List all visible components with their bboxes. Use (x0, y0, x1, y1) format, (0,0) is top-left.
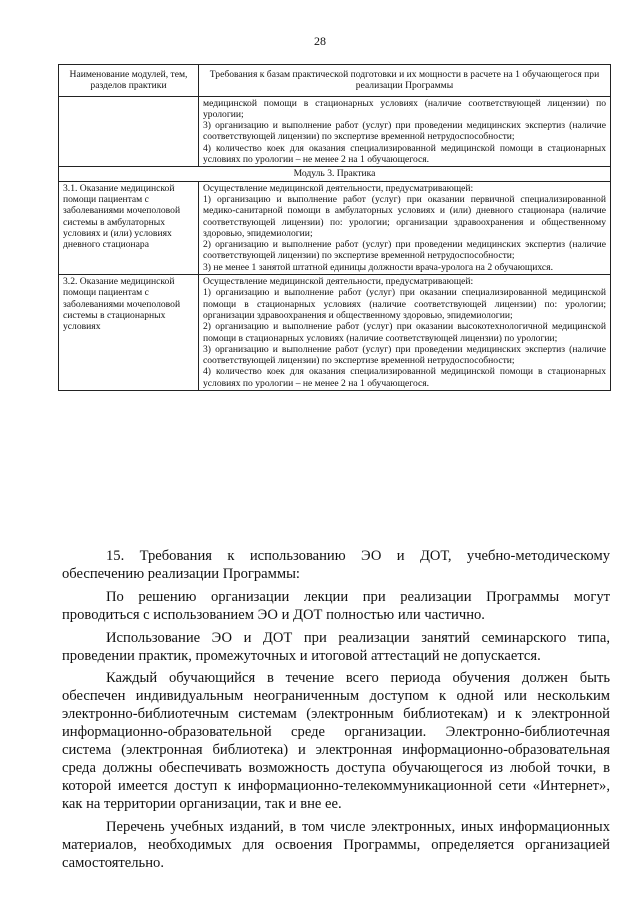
paragraph: 15. Требования к использованию ЭО и ДОТ, учебно-методическому обеспечению реализации Программы: (62, 548, 610, 582)
body-text (62, 548, 610, 872)
table-cell-empty (59, 96, 199, 167)
header-requirements: Требования к базам практической подготовки и их мощности в расчете на 1 обучающегося при реализации Программы (199, 65, 611, 97)
paragraph: Каждый обучающийся в течение всего периода обучения должен быть обеспечен индивидуальным неограниченным доступом к одной или нескольким электронно-библиотечным системам (электронным библиотекам) и к электронной информационно-образовательной среде организации. Электронно-библиотечная система (электронная библиотека) и электронная информационно-образовательная среда должны обеспечивать возможность доступа обучающегося из любой точки, в которой имеется доступ к информационно-телекоммуникационной сети «Интернет», как на территории организации, так и вне ее. (62, 670, 610, 812)
table-row (59, 275, 611, 391)
table-cell-section-name (59, 181, 199, 274)
requirement-line: 1) организацию и выполнение работ (услуг) при оказании специализированной медицинской помощи в стационарных условиях (наличие соответствующей лицензии) по: урологии; организации здравоохранения и общественному здоровью, эпидемиологии; (203, 287, 606, 321)
requirement-line: 3) организацию и выполнение работ (услуг) при проведении медицинских экспертиз (наличие соответствующей лицензии) по экспертизе временной нетрудоспособности; (203, 120, 606, 143)
table-row (59, 181, 611, 274)
section-name: 3.2. Оказание медицинской помощи пациентам с заболеваниями мочеполовой системы в стационарных условиях (63, 276, 181, 333)
table-row-module (59, 167, 611, 181)
table-cell-section-name (59, 275, 199, 391)
paragraph: По решению организации лекции при реализации Программы могут проводиться с использованием ЭО и ДОТ полностью или частично. (62, 588, 610, 623)
section-name: 3.1. Оказание медицинской помощи пациентам с заболеваниями мочеполовой системы в амбулаторных условиях и (или) условиях дневного стационара (63, 182, 181, 251)
page-number: 28 (314, 34, 326, 48)
requirement-line: 4) количество коек для оказания специализированной медицинской помощи в стационарных условиях по урологии – не менее 2 на 1 обучающегося. (203, 366, 606, 389)
requirement-line: 1) организацию и выполнение работ (услуг) при оказании первичной специализированной медико-санитарной помощи в амбулаторных условиях и (или) дневного стационара (наличие соответствующей лицензии) по: урологии; организации здравоохранения и общественному здоровью, эпидемиологии; (203, 193, 606, 239)
table-cell-requirements (199, 96, 611, 167)
requirements-table (58, 64, 611, 391)
table-header-row (59, 65, 611, 97)
requirement-line: медицинской помощи в стационарных условиях (наличие соответствующей лицензии) по урологии; (203, 97, 606, 120)
requirement-line: 2) организацию и выполнение работ (услуг) при оказании высокотехнологичной медицинской помощи в стационарных условиях (наличие соответствующей лицензии) по урологии; (203, 321, 606, 344)
requirement-line: 2) организацию и выполнение работ (услуг) при проведении медицинских экспертиз (наличие соответствующей лицензии) по экспертизе временной нетрудоспособности; (203, 239, 606, 262)
table-cell-requirements (199, 275, 611, 391)
module-title: Модуль 3. Практика (59, 167, 611, 181)
requirement-line: 4) количество коек для оказания специализированной медицинской помощи в стационарных условиях по урологии – не менее 2 на 1 обучающегося. (203, 142, 606, 166)
requirement-line: Осуществление медицинской деятельности, предусматривающей: (203, 182, 474, 194)
header-module-name: Наименование модулей, тем, разделов практики (59, 65, 199, 97)
table-cell-requirements (199, 181, 611, 274)
paragraph: Перечень учебных изданий, в том числе электронных, иных информационных материалов, необходимых для освоения Программы, определяется организацией самостоятельно. (62, 818, 610, 871)
paragraph: Использование ЭО и ДОТ при реализации занятий семинарского типа, проведении практик, промежуточных и итоговой аттестаций не допускается. (62, 629, 610, 664)
table-row-continuation (59, 96, 611, 167)
requirement-line: Осуществление медицинской деятельности, предусматривающей: (203, 276, 474, 288)
requirement-line: 3) организацию и выполнение работ (услуг) при проведении медицинских экспертиз (наличие соответствующей лицензии) по экспертизе временной нетрудоспособности; (203, 343, 606, 367)
requirement-line: 3) не менее 1 занятой штатной единицы должности врача-уролога на 2 обучающихся. (203, 261, 553, 273)
